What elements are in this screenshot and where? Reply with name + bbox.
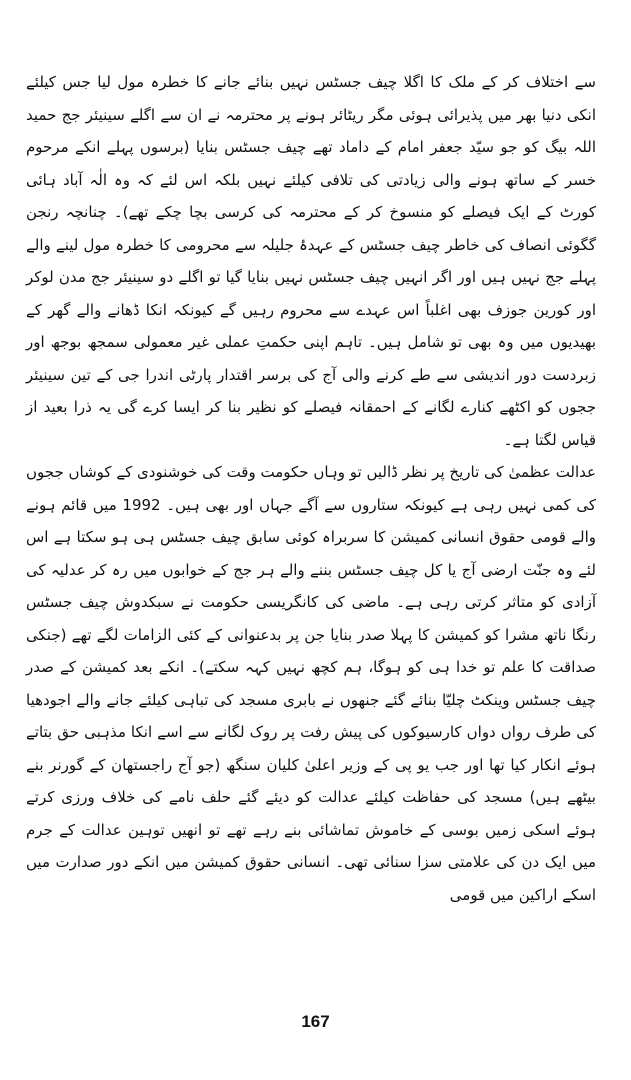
paragraph-1: سے اختلاف کر کے ملک کا اگلا چیف جسٹس نہیں بنائے جانے کا خطرہ مول لیا جس کیلئے انکی دنیا بھر میں پذیرائی ہوئی مگر ریٹائر ہونے پر محترمہ نے ان سے اگلے سینیئر جج حمید اللہ بیگ کو جو سیّد جعفر امام کے داماد تھے چیف جسٹس بنایا (برسوں پہلے انکے مرحوم خسر کے ساتھ ہونے والی زیادتی کی تلافی کیلئے نہیں بلکہ اس لئے کہ وہ الٰہ آباد ہائی کورٹ کے ایک فیصلے کو منسوخ کر کے محترمہ کی کرسی بچا چکے تھے)۔ چنانچہ رنجن گگوئی انصاف کی خاطر چیف جسٹس کے عہدۂ جلیلہ سے محرومی کا خطرہ مول لینے والے پہلے جج نہیں ہیں اور اگر انہیں چیف جسٹس نہیں بنایا گیا تو اگلے دو سینیئر جج مدن لوکر اور کورین جوزف بھی اغلباً اس عہدے سے محروم رہیں گے کیونکہ انکا ڈھانے والے گھر کے بھیدیوں میں وہ بھی تو شامل ہیں۔ تاہم اپنی حکمتِ عملی غیر معمولی سمجھ بوجھ اور زبردست دور اندیشی سے طے کرنے والی آج کی برسر اقتدار پارٹی اندرا جی کے تین سینیئر ججوں کو اکٹھے کنارے لگانے کے احمقانہ فیصلے کو نظیر بنا کر ایسا کرے گی یہ ذرا بعید از قیاس لگتا ہے۔ [26, 73, 596, 449]
body-text [26, 66, 596, 911]
paragraph-2: عدالت عظمیٰ کی تاریخ پر نظر ڈالیں تو وہاں حکومت وقت کی خوشنودی کے کوشاں ججوں کی کمی نہیں رہی ہے کیونکہ ستاروں سے آگے جہاں اور بھی ہیں۔ 1992 میں قائم ہونے والے قومی حقوق انسانی کمیشن کا سربراہ کوئی سابق چیف جسٹس ہی ہو سکتا ہے اس لئے وہ جنّت ارضی آج یا کل چیف جسٹس بننے والے ہر جج کے خوابوں میں رہ کر عدلیہ کی آزادی کو متاثر کرتی رہی ہے۔ ماضی کی کانگریسی حکومت نے سبکدوش چیف جسٹس رنگا ناتھ مشرا کو کمیشن کا پہلا صدر بنایا جن پر بدعنوانی کے کئی الزامات لگے تھے (جنکی صداقت کا علم تو خدا ہی کو ہوگا، ہم کچھ نہیں کہہ سکتے)۔ انکے بعد کمیشن کے صدر چیف جسٹس وینکٹ چلیّا بنائے گئے جنھوں نے بابری مسجد کی تباہی کیلئے جانے والے اجودھیا کی طرف رواں دواں کارسیوکوں کی پیش رفت پر روک لگانے سے اسے انکا مذہبی حق بتاتے ہوئے انکار کیا تھا اور جب یو پی کے وزیر اعلیٰ کلیان سنگھ (جو آج راجستھان کے گورنر بنے بیٹھے ہیں) مسجد کی حفاظت کیلئے عدالت کو دیئے گئے حلف نامے کی خلاف ورزی کرتے ہوئے اسکی زمیں بوسی کے خاموش تماشائی بنے رہے تھے تو انھیں توہین عدالت کے جرم میں ایک دن کی علامتی سزا سنائی تھی۔ انسانی حقوق کمیشن میں انکے دور صدارت میں اسکے اراکین میں قومی [26, 463, 597, 904]
page-number: 167 [301, 1012, 330, 1031]
